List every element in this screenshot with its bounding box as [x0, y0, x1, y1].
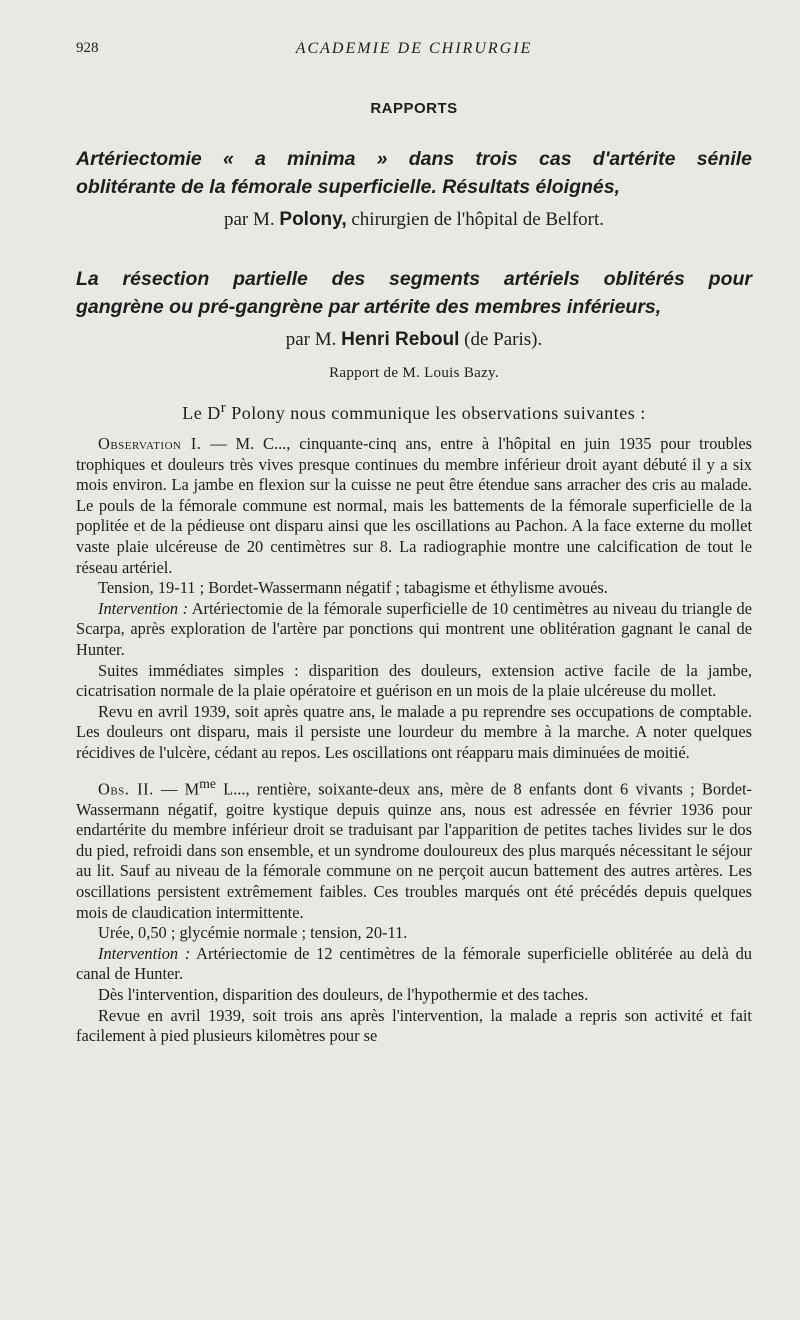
obs1-tension: Tension, 19-11 ; Bordet-Wassermann négatif ; tabagisme et éthylisme avoués. [98, 578, 608, 598]
intervention-label: Intervention : [98, 598, 189, 618]
obs2-sup: me [199, 775, 216, 791]
page-content [76, 100, 752, 1047]
article-2-byline [76, 329, 752, 351]
article-2-title-line2: gangrène ou pré-gangrène par artérite des membres inférieurs, [76, 296, 662, 318]
article-1-title-line1: Artériectomie « a minima » dans trois cas d'artérite sénile [76, 148, 752, 170]
author-name: Polony, [279, 209, 347, 230]
section-title: RAPPORTS [370, 100, 458, 117]
obs1-intervention [76, 599, 752, 661]
obs2-intervention [76, 944, 752, 985]
running-title: ACADEMIE DE CHIRURGIE [295, 40, 533, 57]
article-1-byline [76, 209, 752, 231]
intro-sup: r [220, 400, 227, 416]
report-by: Rapport de M. Louis Bazy. [329, 365, 499, 381]
obs2-label: Obs. II. [98, 778, 154, 798]
byline-prefix: par M. [223, 209, 275, 230]
obs2-dash: — M [153, 778, 200, 798]
obs2-follow-up: Revue en avril 1939, soit trois ans après l'intervention, la malade a repris son activité et fait facilement à pied plusieurs kilomètres pour se [76, 1005, 752, 1046]
page-header [76, 40, 752, 64]
obs2-result: Dès l'intervention, disparition des douleurs, de l'hypothermie et des taches. [98, 984, 589, 1004]
intervention-text: Artériectomie de la fémorale superficielle de 10 centimètres au niveau du triangle de Scarpa, après exploration de l'artère par ponctions qui montrent une oblitération gagnant le canal de Hunter. [76, 598, 752, 659]
author-name: Henri Reboul [341, 329, 460, 350]
intro-rest: Polony nous communique les observations suivantes : [226, 403, 646, 423]
obs1-text: — M. C..., cinquante-cinq ans, entre à l'hôpital en juin 1935 pour troubles trophiques et douleurs très vives presque continues du membre inférieur droit ayant débuté il y a six mois environ. La jambe en flexion sur la cuisse ne peut être étendue sans arracher des cris au malade. Le pouls de la fémorale commune est normal, mais les battements de la fémorale superficielle de la poplitée et de la pédieuse ont disparu ainsi que les oscillations au Pachon. A la face externe du mollet vaste plaie ulcéreuse de 20 centimètres sur 8. La radiographie montre une calcification de tout le réseau artériel. [76, 434, 752, 577]
author-affiliation: (de Paris). [464, 329, 543, 350]
obs2-text: L..., rentière, soixante-deux ans, mère de 8 enfants dont 6 vivants ; Bordet-Wassermann négatif, goitre kystique depuis quinze ans, nous est adressée en février 1936 pour endartérite du membre inférieur droit se traduisant par l'apparition de petites taches livides sur le dos du pied, refroidi dans son ensemble, et un syndrome douloureux des plus marqués nécessitant le séjour au lit. Sauf au niveau de la fémorale commune on ne perçoit aucun battement des autres artères. Les oscillations persistent extrêmement faibles. Ces troubles marqués ont été précédés depuis quelques mois de claudication intermittente. [76, 778, 752, 922]
obs1-follow-up: Revu en avril 1939, soit après quatre ans, le malade a pu reprendre ses occupations de comptable. Les douleurs ont disparu, mais il persiste une lourdeur du membre à la marche. A noter quelques récidives de l'ulcère, cédant au repos. Les oscillations ont réapparu mais diminuées de moitié. [76, 701, 752, 762]
intro-line [76, 400, 752, 424]
page-number: 928 [76, 40, 99, 56]
obs1-suites: Suites immédiates simples : disparition des douleurs, extension active facile de la jambe, cicatrisation normale de la plaie opératoire et guérison en un mois de la plaie ulcéreuse du mollet. [76, 660, 752, 701]
author-affiliation: chirurgien de l'hôpital de Belfort. [351, 209, 604, 230]
article-1 [76, 145, 752, 231]
obs2-paragraph [76, 774, 752, 924]
obs1-label: Observation I. [98, 434, 202, 453]
obs2-lab: Urée, 0,50 ; glycémie normale ; tension, 20-11. [98, 923, 408, 943]
obs1-paragraph [76, 434, 752, 578]
observation-2 [76, 774, 752, 1047]
intro-prefix: Le D [182, 403, 221, 423]
intervention-text: Artériectomie de 12 centimètres de la fémorale superficielle oblitérée au delà du canal de Hunter. [76, 943, 752, 984]
observation-1 [76, 434, 752, 764]
article-1-title-line2: oblitérante de la fémorale superficielle. Résultats éloignés, [76, 176, 621, 198]
article-2 [76, 265, 752, 351]
intervention-label: Intervention : [98, 943, 191, 963]
byline-prefix: par M. [285, 329, 337, 350]
article-2-title-line1: La résection partielle des segments artériels oblitérés pour [76, 268, 752, 290]
